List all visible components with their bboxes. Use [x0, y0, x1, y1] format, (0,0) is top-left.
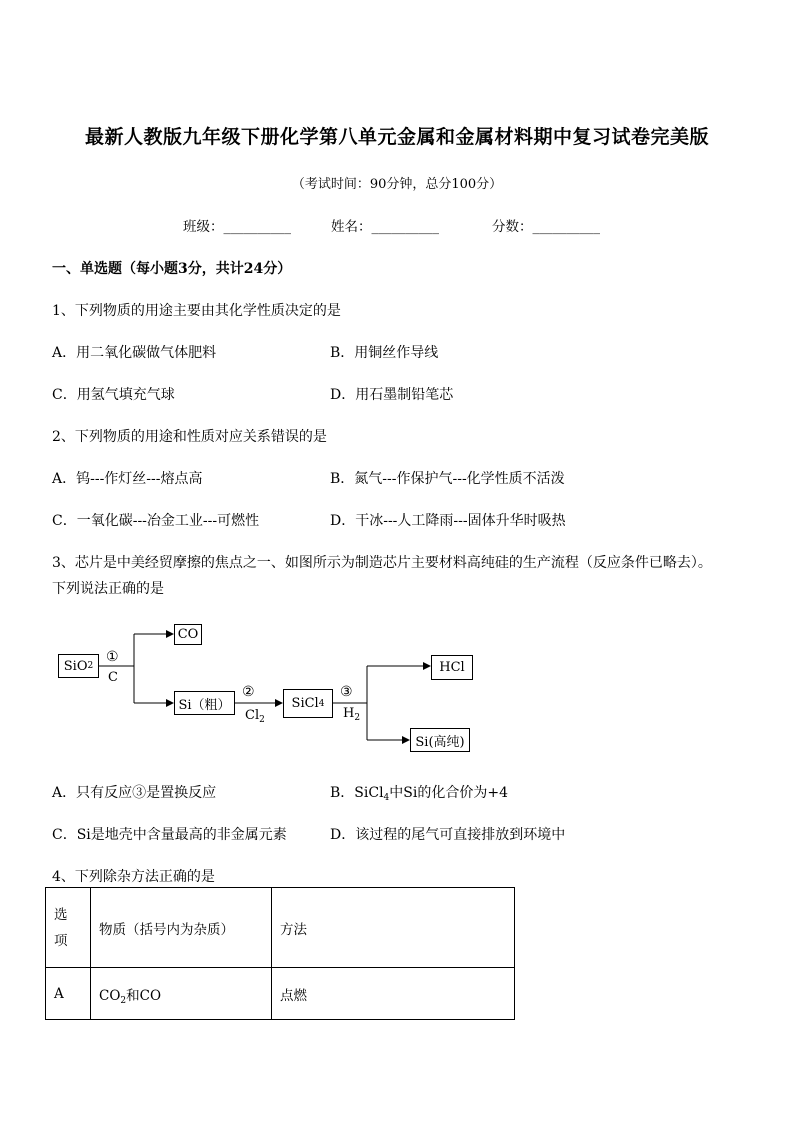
question-3-option-a: A．只有反应③是置换反应: [52, 785, 217, 801]
question-3-stem-line-1: 3、芯片是中美经贸摩擦的焦点之一、如图所示为制造芯片主要材料高纯硅的生产流程（反应条件已略去）。: [52, 555, 712, 571]
question-1-option-d: D．用石墨制铅笔芯: [330, 387, 454, 403]
question-1-option-a: A．用二氧化碳做气体肥料: [52, 345, 217, 361]
table-cell-option: A: [46, 968, 91, 1020]
question-1-option-c: C．用氢气填充气球: [52, 387, 175, 403]
question-3-option-c: C．Si是地壳中含量最高的非金属元素: [52, 827, 287, 843]
reagent-h2-label: $H_2$: [343, 706, 361, 723]
score-field-label: 分数：__________: [492, 219, 600, 235]
reagent-c-label: C: [108, 670, 118, 685]
step-1-label: ①: [106, 649, 119, 665]
box-co: CO: [174, 624, 202, 645]
question-3-option-d: D．该过程的尾气可直接排放到环境中: [330, 827, 566, 843]
step-3-label: ③: [340, 684, 353, 700]
table-cell-substance: $CO_2$和CO: [91, 968, 272, 1020]
question-2-option-b: B．氮气---作保护气---化学性质不活泼: [330, 471, 565, 487]
class-field-label: 班级：__________: [183, 219, 291, 235]
table-header-row: [46, 888, 515, 968]
question-2-stem: 2、下列物质的用途和性质对应关系错误的是: [52, 429, 327, 445]
exam-info: （考试时间：90分钟，总分100分）: [291, 177, 503, 192]
table-cell-method: 点燃: [272, 968, 515, 1020]
box-sio2: SiO 2: [58, 654, 99, 678]
question-1-stem: 1、下列物质的用途主要由其化学性质决定的是: [52, 303, 341, 319]
table-row: [46, 968, 515, 1020]
reagent-cl2-label: $Cl_2$: [245, 708, 265, 725]
box-sicl4: SiCl 4: [283, 689, 333, 718]
question-3-stem-line-2: 下列说法正确的是: [52, 581, 164, 597]
question-3-option-b: B．SiCl$_4$中Si的化合价为+4: [330, 785, 508, 803]
table-header-option: 选 项: [46, 888, 91, 968]
table-header-substance: 物质（括号内为杂质）: [91, 888, 272, 968]
question-1-option-b: B．用铜丝作导线: [330, 345, 439, 361]
question-2-option-c: C．一氧化碳---冶金工业---可燃性: [52, 513, 260, 529]
purification-methods-table: [45, 887, 515, 1020]
table-header-method: 方法: [272, 888, 515, 968]
box-si-pure: Si(高纯): [410, 728, 470, 752]
box-si-crude: Si（粗）: [174, 691, 235, 715]
page-title: 最新人教版九年级下册化学第八单元金属和金属材料期中复习试卷完美版: [84, 126, 709, 148]
section-title: 一、单选题（每小题3分，共计24分）: [52, 261, 292, 277]
name-field-label: 姓名：__________: [331, 219, 439, 235]
question-4-stem: 4、下列除杂方法正确的是: [52, 869, 215, 885]
box-hcl: HCl: [431, 655, 473, 680]
question-2-option-a: A．钨---作灯丝---熔点高: [52, 471, 203, 487]
question-2-option-d: D．干冰---人工降雨---固体升华时吸热: [330, 513, 566, 529]
step-2-label: ②: [242, 684, 255, 700]
